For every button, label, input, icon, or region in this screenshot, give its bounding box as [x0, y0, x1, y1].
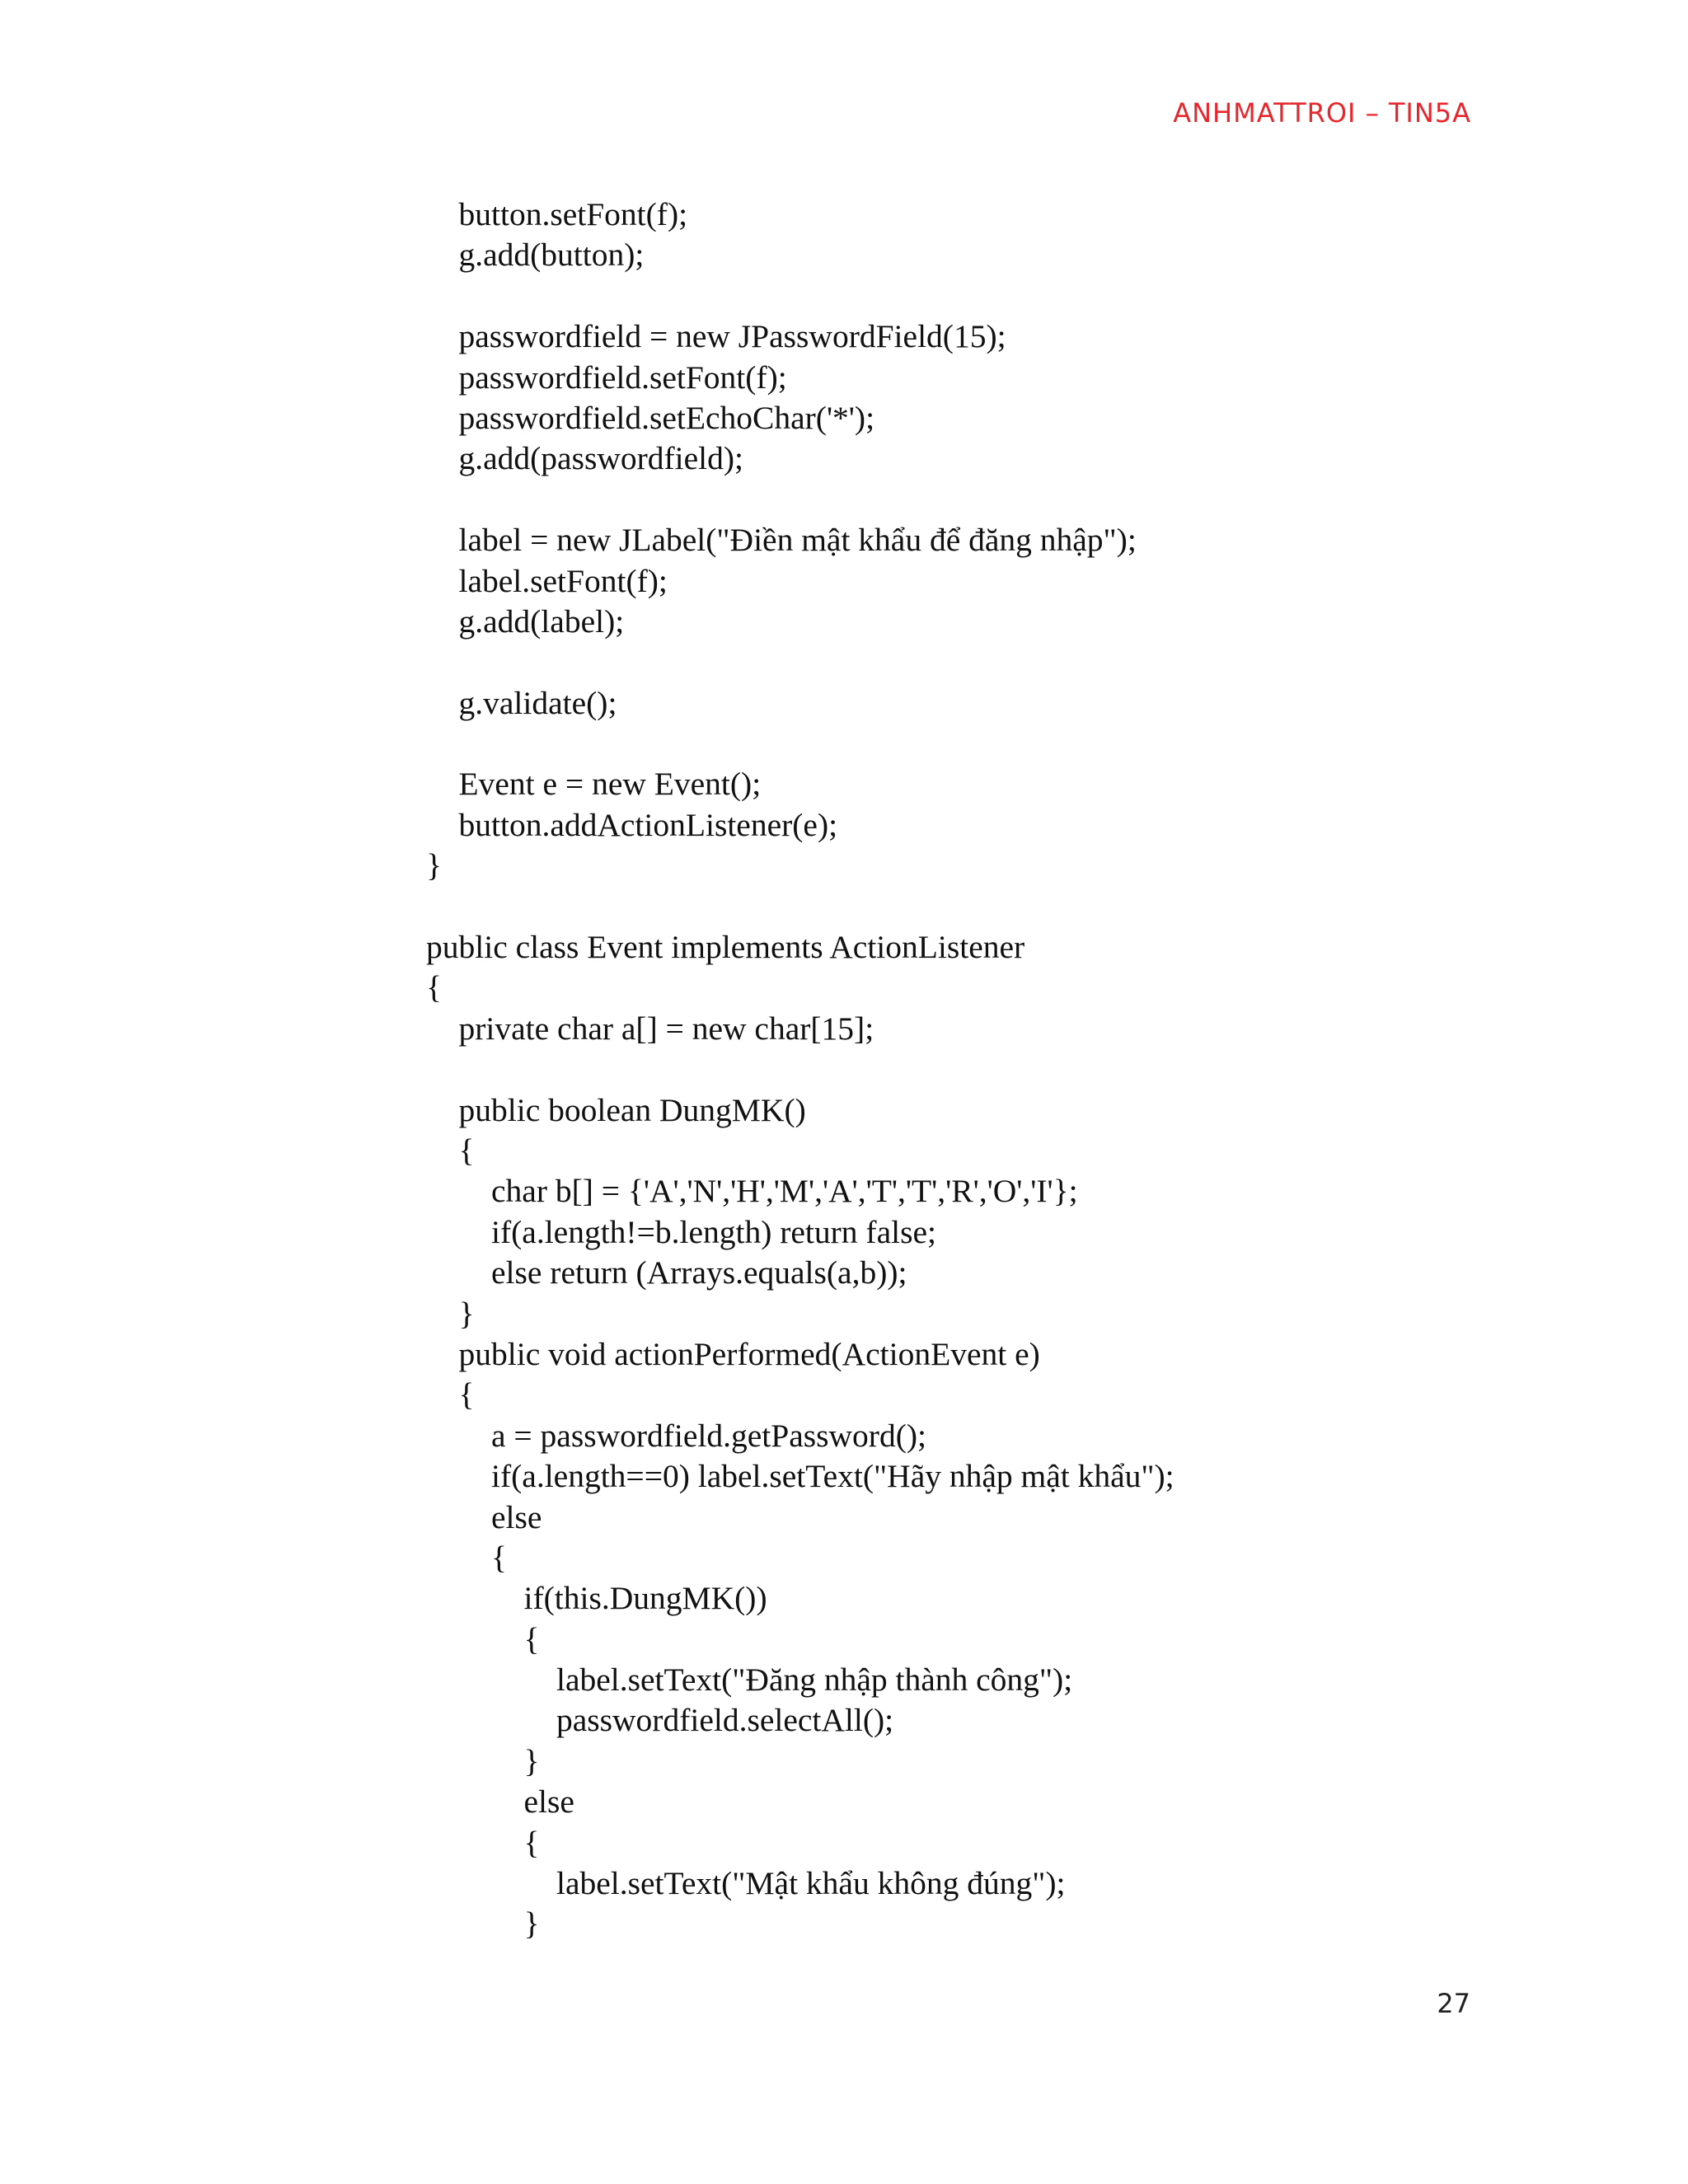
code-line: {	[426, 969, 442, 1006]
code-line: passwordfield.selectAll();	[426, 1702, 894, 1739]
code-line: public void actionPerformed(ActionEvent e)	[426, 1335, 1040, 1372]
code-line: if(a.length!=b.length) return false;	[426, 1213, 936, 1250]
code-line: if(this.DungMK())	[426, 1580, 767, 1617]
code-line: label.setText("Mật khẩu không đúng");	[426, 1865, 1066, 1902]
code-line: }	[426, 1295, 475, 1332]
code-line: g.add(passwordfield);	[426, 440, 744, 477]
code-line: Event e = new Event();	[426, 766, 762, 803]
code-line: }	[426, 847, 442, 884]
code-line: {	[426, 1539, 507, 1576]
code-line: label.setText("Đăng nhập thành công");	[426, 1661, 1073, 1699]
code-line: label.setFont(f);	[426, 562, 668, 599]
page-header: ANHMATTROI – TIN5A	[1173, 97, 1471, 129]
code-line: if(a.length==0) label.setText("Hãy nhập mật khẩu");	[426, 1458, 1175, 1495]
code-line: button.addActionListener(e);	[426, 806, 838, 843]
code-line: button.setFont(f);	[426, 196, 688, 232]
code-line	[426, 724, 1498, 764]
code-line: else	[426, 1498, 542, 1535]
code-line: passwordfield = new JPasswordField(15);	[426, 318, 1006, 355]
code-line: a = passwordfield.getPassword();	[426, 1417, 926, 1454]
code-line: g.validate();	[426, 684, 617, 721]
code-line: {	[426, 1132, 475, 1169]
code-line	[426, 480, 1498, 520]
code-line	[426, 276, 1498, 316]
code-line: private char a[] = new char[15];	[426, 1010, 874, 1047]
code-line: g.add(label);	[426, 602, 625, 640]
code-line: }	[426, 1742, 540, 1779]
code-line: public class Event implements ActionListener	[426, 929, 1025, 966]
code-block	[426, 194, 1498, 1945]
code-line: label = new JLabel("Điền mật khẩu để đăng nhập");	[426, 522, 1137, 559]
code-line: passwordfield.setFont(f);	[426, 359, 787, 396]
code-line: passwordfield.setEchoChar('*');	[426, 399, 875, 436]
code-line: {	[426, 1376, 475, 1413]
page-number: 27	[1437, 1988, 1470, 2019]
code-line: else return (Arrays.equals(a,b));	[426, 1254, 907, 1291]
code-line: {	[426, 1620, 540, 1657]
code-line: g.add(button);	[426, 237, 645, 274]
code-line	[426, 642, 1498, 682]
code-line: else	[426, 1783, 574, 1821]
code-line: char b[] = {'A','N','H','M','A','T','T','R','O','I'};	[426, 1173, 1078, 1210]
code-line	[426, 887, 1498, 927]
code-line: {	[426, 1824, 540, 1861]
code-line: public boolean DungMK()	[426, 1091, 806, 1128]
code-line	[426, 1049, 1498, 1090]
code-line: }	[426, 1905, 540, 1943]
